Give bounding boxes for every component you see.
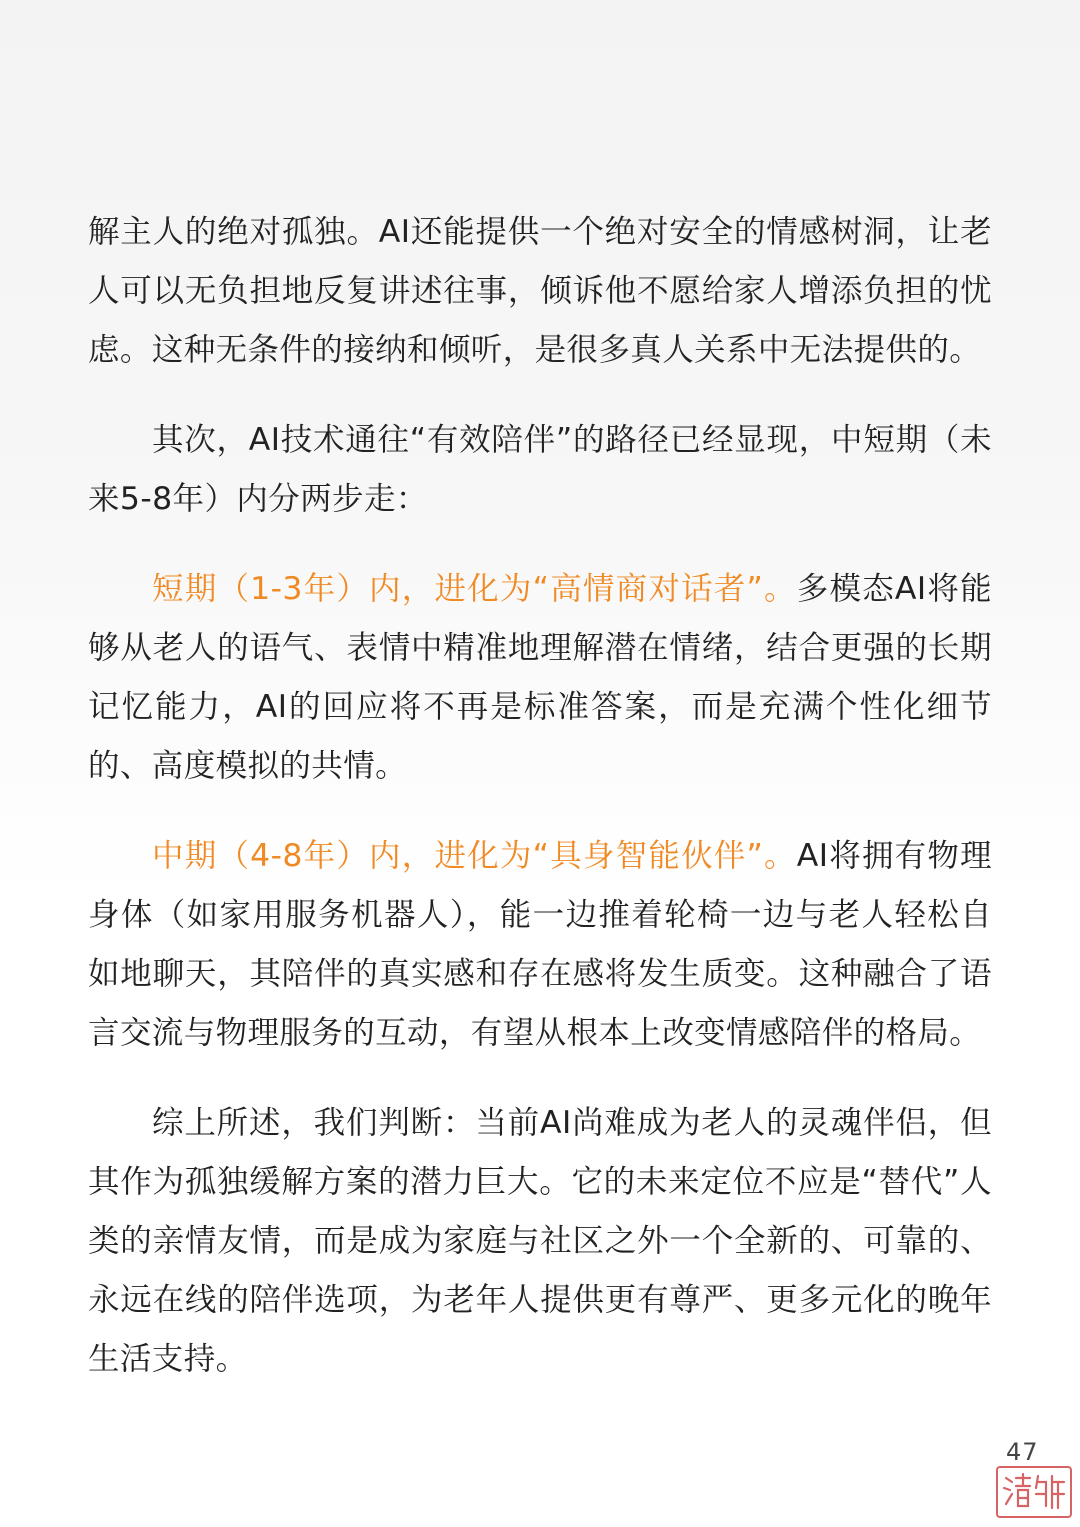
paragraph-next-steps	[88, 411, 992, 529]
highlight-heading-mid-term: 中期（4-8年）内，进化为“具身智能伙伴”。	[152, 838, 797, 874]
paragraph-short-term	[88, 560, 992, 796]
watermark-logo-icon	[998, 1468, 1070, 1516]
paragraph-text: 解主人的绝对孤独。AI还能提供一个绝对安全的情感树洞，让老人可以无负担地反复讲述往事，倾诉他不愿给家人增添负担的忧虑。这种无条件的接纳和倾听，是很多真人关系中无法提供的。	[88, 214, 992, 368]
paragraph-continuation	[88, 203, 992, 380]
paragraph-text: AI将拥有物理身体（如家用服务机器人），能一边推着轮椅一边与老人轻松自如地聊天，其陪伴的真实感和存在感将发生质变。这种融合了语言交流与物理服务的互动，有望从根本上改变情感陪伴的格局。	[88, 838, 992, 1051]
watermark-logo	[996, 1466, 1072, 1518]
highlight-heading-short-term: 短期（1-3年）内，进化为“高情商对话者”。	[152, 571, 797, 607]
page-number: 47	[1006, 1438, 1039, 1466]
document-body	[88, 203, 992, 1389]
paragraph-mid-term	[88, 827, 992, 1063]
paragraph-text: 其次，AI技术通往“有效陪伴”的路径已经显现，中短期（未来5-8年）内分两步走：	[88, 422, 992, 517]
paragraph-text: 多模态AI将能够从老人的语气、表情中精准地理解潜在情绪，结合更强的长期记忆能力，AI的回应将不再是标准答案，而是充满个性化细节的、高度模拟的共情。	[88, 571, 992, 784]
paragraph-conclusion	[88, 1094, 992, 1389]
paragraph-text: 综上所述，我们判断：当前AI尚难成为老人的灵魂伴侣，但其作为孤独缓解方案的潜力巨大。它的未来定位不应是“替代”人类的亲情友情，而是成为家庭与社区之外一个全新的、可靠的、永远在线的陪伴选项，为老年人提供更有尊严、更多元化的晚年生活支持。	[88, 1105, 992, 1377]
